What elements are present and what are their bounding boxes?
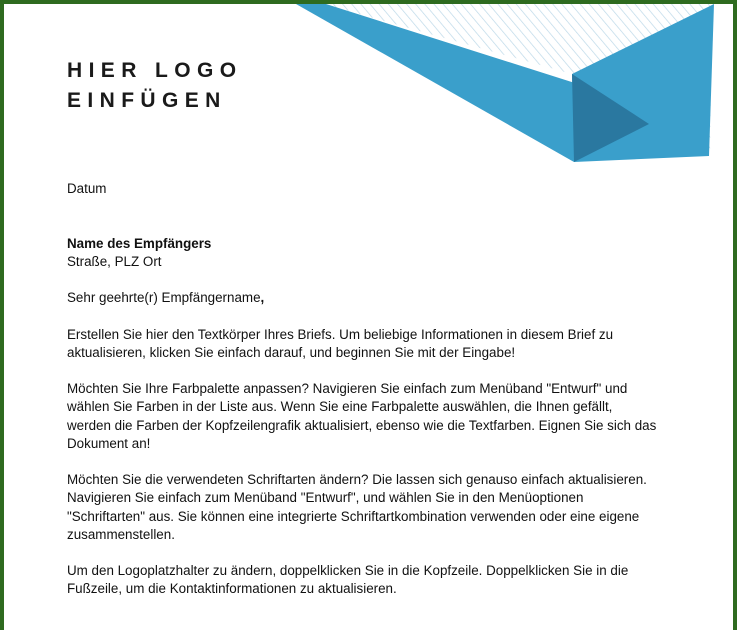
salutation-text: Sehr geehrte(r) Empfängername — [67, 290, 261, 306]
body-paragraph-1[interactable]: Erstellen Sie hier den Textkörper Ihres Briefs. Um beliebige Informationen in diesem Brief zu aktualisieren, klicken Sie einfach darauf, und beginnen Sie mit der Eingabe! — [67, 326, 614, 360]
salutation[interactable] — [67, 289, 657, 307]
body-paragraph-2[interactable]: Möchten Sie Ihre Farbpalette anpassen? Navigieren Sie einfach zum Menüband "Entwurf" und wählen Sie Farben in der Liste aus. Wenn Sie eine Farbpalette auswählen, die Ihnen gefällt, werden die Farben der Kopfzeilengrafik aktualisiert, ebenso wie die Textfarben. Eignen Sie sich das Dokument an! — [67, 381, 657, 451]
logo-line-2: EINFÜGEN — [67, 89, 227, 112]
date-field[interactable]: Datum — [67, 181, 107, 196]
body-paragraph-4[interactable]: Um den Logoplatzhalter zu ändern, doppelklicken Sie in die Kopfzeile. Doppelklicken Sie in die Fußzeile, um die Kontaktinformationen zu aktualisieren. — [67, 563, 629, 597]
letter-page — [4, 4, 733, 630]
logo-line-1: HIER LOGO — [67, 59, 243, 82]
body-paragraph-3[interactable]: Möchten Sie die verwendeten Schriftarten ändern? Die lassen sich genauso einfach aktualisieren. Navigieren Sie einfach zum Menüband "Entwurf", und wählen Sie in den Menüoptionen "Schriftarten" aus. Sie können eine integrierte Schriftartkombination verwenden oder eine eigene zusammenstellen. — [67, 472, 647, 542]
recipient-name[interactable]: Name des Empfängers — [67, 235, 212, 251]
recipient-address[interactable]: Straße, PLZ Ort — [67, 253, 162, 269]
letter-body[interactable] — [67, 180, 657, 617]
logo-placeholder[interactable] — [67, 56, 242, 116]
salutation-comma: , — [260, 290, 265, 306]
